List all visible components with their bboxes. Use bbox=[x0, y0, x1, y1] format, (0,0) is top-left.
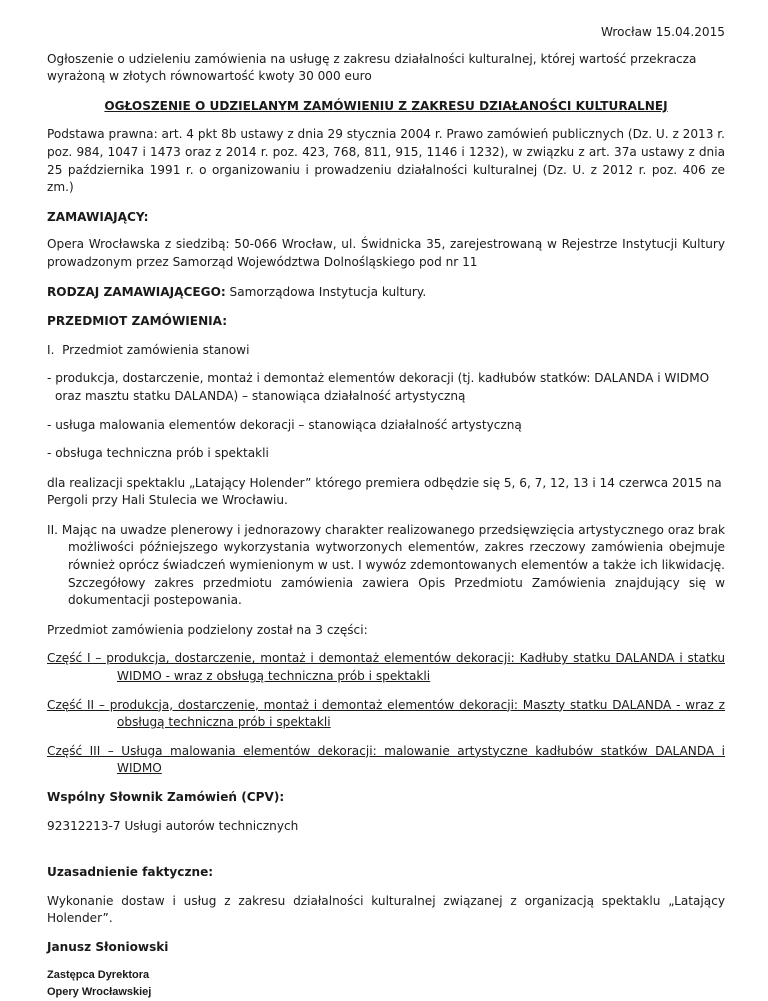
intro-text: Ogłoszenie o udzieleniu zamówienia na usługę z zakresu działalności kulturalnej, której wartość przekracza wyrażoną w złotych równowartość kwoty 30 000 euro bbox=[47, 51, 697, 84]
subject-item-2: II. Mając na uwadze plenerowy i jednorazowy charakter realizowanego przedsięwzięcia artystycznego oraz brak możliwości późniejszego wykorzystania wytworzonych elementów, zakres rzeczowy zamówienia obejmuje również oprócz świadczeń wymienionym w ust. I wywóz zdemontowanych elementów a także ich likwidację. Szczegółowy zakres przedmiotu zamówienia zawiera Opis Przedmiotu Zamówienia znajdujący się w dokumentacji postepowania. bbox=[47, 522, 725, 608]
document-page bbox=[47, 18, 725, 1001]
part-2: Część II – produkcja, dostarczenie, montaż i demontaż elementów dekoracji: Maszty statku DALANDA - wraz z obsługą techniczna prób i spektakli bbox=[47, 697, 725, 730]
subject-bullet-2: - usługa malowania elementów dekoracji – stanowiąca działalność artystyczną bbox=[47, 417, 522, 432]
document-date: Wrocław 15.04.2015 bbox=[601, 25, 725, 39]
subject-bullet-1: - produkcja, dostarczenie, montaż i demontaż elementów dekoracji (tj. kadłubów statków: DALANDA i WIDMO oraz masztu statku DALANDA) – stanowiąca działalność artystyczną bbox=[47, 371, 710, 403]
subject-heading: PRZEDMIOT ZAMÓWIENIA: bbox=[47, 314, 228, 329]
subject-item-1: I. Przedmiot zamówienia stanowi bbox=[47, 342, 250, 357]
parts-intro: Przedmiot zamówienia podzielony został na 3 części: bbox=[47, 622, 368, 637]
subject-purpose: dla realizacji spektaklu „Latający Holender” którego premiera odbędzie się 5, 6, 7, 12, 13 i 14 czerwca 2015 na Pergoli przy Hali Stulecia we Wrocławiu. bbox=[47, 475, 722, 508]
signature-name: Janusz Słoniowski bbox=[47, 939, 169, 954]
signature-role-1: Zastępca Dyrektora bbox=[47, 968, 150, 981]
part-1: Część I – produkcja, dostarczenie, montaż i demontaż elementów dekoracji: Kadłuby statku DALANDA i statku WIDMO - wraz z obsługą techniczna prób i spektakli bbox=[47, 651, 725, 684]
justification-text: Wykonanie dostaw i usług z zakresu działalności kulturalnej związanej z organizacją spektaklu „Latający Holender”. bbox=[47, 893, 725, 926]
cpv-code: 92312213-7 Usługi autorów technicznych bbox=[47, 818, 299, 833]
contracting-type-label: RODZAJ ZAMAWIAJĄCEGO: bbox=[47, 284, 226, 299]
cpv-heading: Wspólny Słownik Zamówień (CPV): bbox=[47, 790, 285, 804]
subject-bullet-3: - obsługa techniczna prób i spektakli bbox=[47, 446, 269, 461]
justification-heading: Uzasadnienie faktyczne: bbox=[47, 865, 214, 880]
contracting-type-value: Samorządowa Instytucja kultury. bbox=[225, 284, 427, 299]
contracting-text: Opera Wrocławska z siedzibą: 50-066 Wrocław, ul. Świdnicka 35, zarejestrowaną w Rejestrze Instytucji Kultury prowadzonym przez Samorząd Województwa Dolnośląskiego pod nr 11 bbox=[47, 237, 725, 269]
contracting-heading: ZAMAWIAJĄCY: bbox=[47, 209, 149, 224]
part-3: Część III – Usługa malowania elementów dekoracji: malowanie artystyczne kadłubów statków DALANDA i WIDMO bbox=[47, 743, 725, 776]
legal-basis: Podstawa prawna: art. 4 pkt 8b ustawy z dnia 29 stycznia 2004 r. Prawo zamówień publicznych (Dz. U. z 2013 r. poz. 984, 1047 i 1473 oraz z 2014 r. poz. 423, 768, 811, 915, 1146 i 1232), w związku z art. 37a ustawy z dnia 25 października 1991 r. o organizowaniu i prowadzeniu działalności kulturalnej (Dz. U. z 2012 r. poz. 406 ze zm.) bbox=[47, 127, 725, 195]
document-title: OGŁOSZENIE O UDZIELANYM ZAMÓWIENIU Z ZAKRESU DZIAŁANOŚCI KULTURALNEJ bbox=[104, 98, 668, 113]
contracting-type bbox=[47, 284, 725, 302]
signature-role-2: Opery Wrocławskiej bbox=[47, 985, 152, 998]
